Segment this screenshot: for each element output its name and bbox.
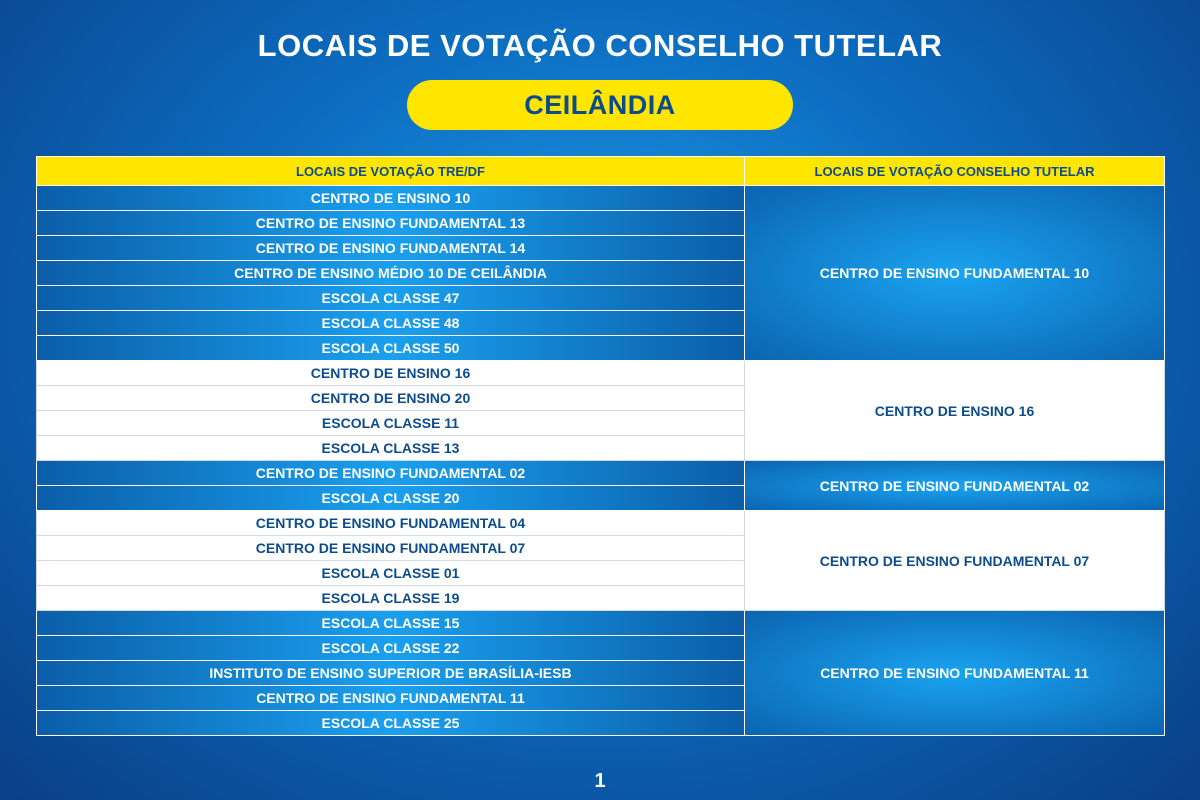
page-title: LOCAIS DE VOTAÇÃO CONSELHO TUTELAR — [257, 28, 943, 63]
tre-location-cell: CENTRO DE ENSINO 10 — [37, 186, 745, 211]
conselho-location-cell: CENTRO DE ENSINO FUNDAMENTAL 07 — [745, 511, 1165, 611]
table-row — [37, 461, 1165, 486]
tre-location-cell: ESCOLA CLASSE 25 — [37, 711, 745, 736]
tre-location-cell: ESCOLA CLASSE 19 — [37, 586, 745, 611]
tre-location-cell: CENTRO DE ENSINO FUNDAMENTAL 07 — [37, 536, 745, 561]
table-header-row — [37, 157, 1165, 186]
table-row — [37, 361, 1165, 386]
tre-location-cell: CENTRO DE ENSINO 16 — [37, 361, 745, 386]
conselho-location-cell: CENTRO DE ENSINO FUNDAMENTAL 11 — [745, 611, 1165, 736]
page-number: 1 — [594, 770, 606, 792]
header-conselho-tutelar: LOCAIS DE VOTAÇÃO CONSELHO TUTELAR — [745, 157, 1165, 186]
table-body — [37, 186, 1165, 736]
tre-location-cell: CENTRO DE ENSINO 20 — [37, 386, 745, 411]
tre-location-cell: ESCOLA CLASSE 50 — [37, 336, 745, 361]
conselho-location-cell: CENTRO DE ENSINO 16 — [745, 361, 1165, 461]
tre-location-cell: CENTRO DE ENSINO MÉDIO 10 DE CEILÂNDIA — [37, 261, 745, 286]
conselho-location-cell: CENTRO DE ENSINO FUNDAMENTAL 02 — [745, 461, 1165, 511]
tre-location-cell: ESCOLA CLASSE 48 — [37, 311, 745, 336]
tre-location-cell: CENTRO DE ENSINO FUNDAMENTAL 14 — [37, 236, 745, 261]
tre-location-cell: CENTRO DE ENSINO FUNDAMENTAL 11 — [37, 686, 745, 711]
tre-location-cell: ESCOLA CLASSE 22 — [37, 636, 745, 661]
region-badge — [407, 80, 793, 130]
region-label: CEILÂNDIA — [524, 89, 676, 120]
conselho-location-cell: CENTRO DE ENSINO FUNDAMENTAL 10 — [745, 186, 1165, 361]
tre-location-cell: CENTRO DE ENSINO FUNDAMENTAL 13 — [37, 211, 745, 236]
table-row — [37, 611, 1165, 636]
tre-location-cell: ESCOLA CLASSE 11 — [37, 411, 745, 436]
table-row — [37, 511, 1165, 536]
voting-locations-table — [36, 156, 1165, 736]
tre-location-cell: ESCOLA CLASSE 13 — [37, 436, 745, 461]
header-tre-df: LOCAIS DE VOTAÇÃO TRE/DF — [37, 157, 745, 186]
tre-location-cell: ESCOLA CLASSE 47 — [37, 286, 745, 311]
tre-location-cell: INSTITUTO DE ENSINO SUPERIOR DE BRASÍLIA-IESB — [37, 661, 745, 686]
tre-location-cell: ESCOLA CLASSE 01 — [37, 561, 745, 586]
tre-location-cell: ESCOLA CLASSE 15 — [37, 611, 745, 636]
table-row — [37, 186, 1165, 211]
tre-location-cell: CENTRO DE ENSINO FUNDAMENTAL 02 — [37, 461, 745, 486]
tre-location-cell: ESCOLA CLASSE 20 — [37, 486, 745, 511]
tre-location-cell: CENTRO DE ENSINO FUNDAMENTAL 04 — [37, 511, 745, 536]
